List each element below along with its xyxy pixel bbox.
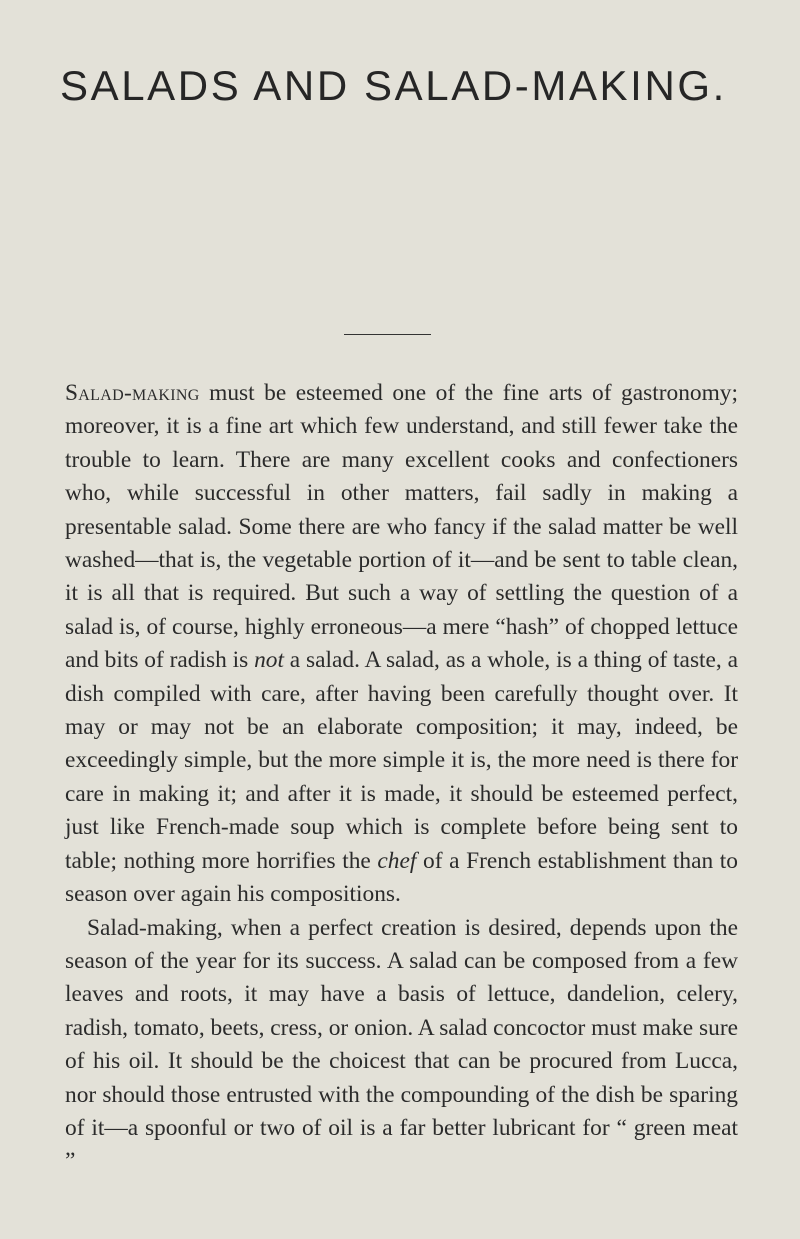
paragraph-1 (65, 377, 738, 912)
heading-divider (344, 334, 431, 335)
paragraph-1-text-b: a salad. A salad, as a whole, is a thing of taste, a dish compiled with care, after having been carefully thought over. It may or may not be an elaborate composition; it may, indeed, be exceedingly simple, but the more simple it is, the more need is there for care in making it; and after it is made, it should be esteemed perfect, just like French-made soup which is complete before being sent to table; nothing more horrifies the (65, 647, 739, 874)
paragraph-2: Salad-making, when a perfect creation is desired, depends upon the season of the year for its success. A salad can be composed from a few leaves and roots, it may have a basis of lettuce, dandelion, celery, radish, tomato, beets, cress, or onion. A salad concoctor must make sure of his oil. It should be the choicest that can be procured from Lucca, nor should those entrusted with the compounding of the dish be sparing of it—a spoonful or two of oil is a far better lubricant for “ green meat ” (65, 914, 738, 1175)
emphasis-not: not (254, 647, 284, 674)
page-heading: SALADS AND SALAD-MAKING. (60, 62, 727, 109)
body-text (65, 377, 738, 1179)
paragraph-1-text-a: must be esteemed one of the fine arts of gastronomy; moreover, it is a fine art which few understand, and still fewer take the trouble to learn. There are many excellent cooks and confectioners who, while successful in other matters, fail sadly in making a presentable salad. Some there are who fancy if the salad matter be well washed—that is, the vegetable portion of it—and be sent to table clean, it is all that is required. But such a way of settling the question of a salad is, of course, highly erroneous—a mere “hash” of chopped lettuce and bits of radish is (65, 380, 738, 674)
emphasis-chef: chef (377, 847, 417, 874)
paragraph-lead: Salad-making (65, 380, 200, 406)
paragraph-1-text-c: of a French establishment than to season over again his compositions. (65, 847, 738, 908)
